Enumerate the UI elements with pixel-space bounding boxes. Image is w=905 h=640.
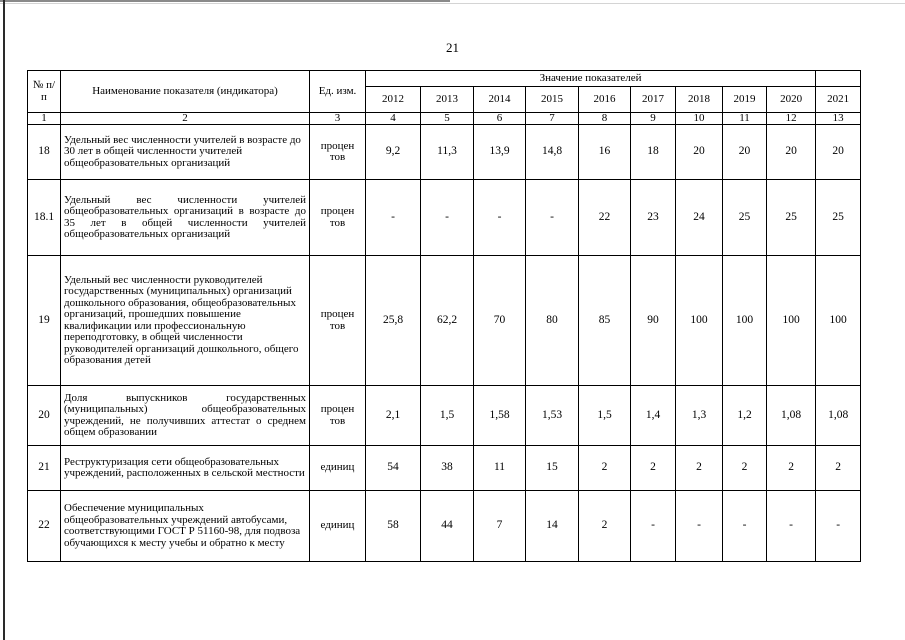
value-cell: 2 — [579, 491, 631, 562]
scan-edge-left — [3, 0, 5, 640]
value-cell: 1,5 — [579, 386, 631, 446]
value-cell: 1,2 — [723, 386, 767, 446]
value-cell: 13,9 — [474, 125, 526, 180]
value-cell: 16 — [579, 125, 631, 180]
value-cell: - — [676, 491, 723, 562]
value-cell: 22 — [579, 180, 631, 256]
value-cell: 15 — [526, 446, 579, 491]
row-number: 19 — [28, 256, 61, 386]
column-index: 6 — [474, 113, 526, 125]
column-index: 8 — [579, 113, 631, 125]
value-cell: - — [421, 180, 474, 256]
value-cell: 1,4 — [631, 386, 676, 446]
year-header: 2021 — [816, 87, 861, 113]
indicator-name: Удельный вес численности руководителей государственных (муниципальных) организаций дошкольного образования, общеобразовательных организаций, прошедших повышение квалификации или профессиональную переподготовку, в общей численности руководителей организаций дошкольного, общего образования детей — [61, 256, 310, 386]
indicator-name: Доля выпускников государственных (муниципальных) общеобразовательных учреждений, не получивших аттестат о среднем общем образовании — [61, 386, 310, 446]
column-index: 13 — [816, 113, 861, 125]
column-index: 7 — [526, 113, 579, 125]
value-cell: 2 — [723, 446, 767, 491]
indicator-name: Обеспечение муниципальных общеобразовательных учреждений автобусами, соответствующими ГОСТ Р 51160-98, для подвоза обучающихся к месту учебы и обратно к месту — [61, 491, 310, 562]
value-cell: 44 — [421, 491, 474, 562]
value-cell: 2 — [816, 446, 861, 491]
table-row — [28, 446, 861, 491]
year-header: 2015 — [526, 87, 579, 113]
row-number: 22 — [28, 491, 61, 562]
row-number: 20 — [28, 386, 61, 446]
column-index: 10 — [676, 113, 723, 125]
page-number: 21 — [446, 40, 459, 55]
value-cell: 54 — [366, 446, 421, 491]
column-index: 1 — [28, 113, 61, 125]
value-cell: - — [526, 180, 579, 256]
row-number: 21 — [28, 446, 61, 491]
value-cell: 1,08 — [767, 386, 816, 446]
column-index: 5 — [421, 113, 474, 125]
column-index-row — [28, 113, 861, 125]
value-cell: 20 — [767, 125, 816, 180]
value-cell: 2 — [579, 446, 631, 491]
header-values-extra — [816, 71, 861, 87]
header-name: Наименование показателя (индикатора) — [61, 71, 310, 113]
table-row — [28, 491, 861, 562]
indicator-name: Реструктуризация сети общеобразовательных учреждений, расположенных в сельской местности — [61, 446, 310, 491]
indicator-name: Удельный вес численности учителей общеобразовательных организаций в возрасте до 35 лет в общей численности учителей общеобразовательных организаций — [61, 180, 310, 256]
value-cell: 18 — [631, 125, 676, 180]
column-index: 12 — [767, 113, 816, 125]
column-index: 11 — [723, 113, 767, 125]
scan-edge-top — [0, 0, 450, 2]
scan-edge-top-faint — [0, 3, 905, 4]
value-cell: 1,3 — [676, 386, 723, 446]
value-cell: 24 — [676, 180, 723, 256]
year-header: 2016 — [579, 87, 631, 113]
value-cell: 25,8 — [366, 256, 421, 386]
value-cell: 100 — [676, 256, 723, 386]
header-unit: Ед. изм. — [310, 71, 366, 113]
value-cell: 38 — [421, 446, 474, 491]
year-header: 2017 — [631, 87, 676, 113]
table-row — [28, 125, 861, 180]
value-cell: 25 — [767, 180, 816, 256]
year-header: 2018 — [676, 87, 723, 113]
value-cell: 20 — [723, 125, 767, 180]
column-index: 9 — [631, 113, 676, 125]
year-header: 2014 — [474, 87, 526, 113]
value-cell: - — [474, 180, 526, 256]
header-row-1 — [28, 71, 861, 87]
value-cell: 100 — [816, 256, 861, 386]
header-no: № п/п — [28, 71, 61, 113]
year-header: 2019 — [723, 87, 767, 113]
value-cell: 70 — [474, 256, 526, 386]
unit: процен тов — [310, 125, 366, 180]
table-row — [28, 386, 861, 446]
value-cell: 80 — [526, 256, 579, 386]
column-index: 2 — [61, 113, 310, 125]
value-cell: 2 — [676, 446, 723, 491]
value-cell: 1,08 — [816, 386, 861, 446]
unit: процен тов — [310, 256, 366, 386]
column-index: 3 — [310, 113, 366, 125]
value-cell: 1,58 — [474, 386, 526, 446]
value-cell: 100 — [767, 256, 816, 386]
value-cell: - — [767, 491, 816, 562]
value-cell: 9,2 — [366, 125, 421, 180]
row-number: 18.1 — [28, 180, 61, 256]
value-cell: 14,8 — [526, 125, 579, 180]
unit: процен тов — [310, 180, 366, 256]
unit: процен тов — [310, 386, 366, 446]
value-cell: 11,3 — [421, 125, 474, 180]
value-cell: 2 — [767, 446, 816, 491]
value-cell: 23 — [631, 180, 676, 256]
value-cell: - — [723, 491, 767, 562]
indicators-table — [27, 70, 861, 562]
row-number: 18 — [28, 125, 61, 180]
value-cell: - — [631, 491, 676, 562]
value-cell: 90 — [631, 256, 676, 386]
value-cell: 100 — [723, 256, 767, 386]
unit: единиц — [310, 446, 366, 491]
value-cell: 2 — [631, 446, 676, 491]
value-cell: 62,2 — [421, 256, 474, 386]
value-cell: - — [366, 180, 421, 256]
value-cell: 85 — [579, 256, 631, 386]
header-values: Значение показателей — [366, 71, 816, 87]
value-cell: 14 — [526, 491, 579, 562]
value-cell: 58 — [366, 491, 421, 562]
value-cell: 25 — [723, 180, 767, 256]
table-row — [28, 256, 861, 386]
unit: единиц — [310, 491, 366, 562]
value-cell: 2,1 — [366, 386, 421, 446]
value-cell: - — [816, 491, 861, 562]
year-header: 2020 — [767, 87, 816, 113]
value-cell: 1,5 — [421, 386, 474, 446]
indicator-name: Удельный вес численности учителей в возрасте до 30 лет в общей численности учителей общеобразовательных организаций — [61, 125, 310, 180]
value-cell: 20 — [676, 125, 723, 180]
year-header: 2012 — [366, 87, 421, 113]
value-cell: 25 — [816, 180, 861, 256]
year-header: 2013 — [421, 87, 474, 113]
table-row — [28, 180, 861, 256]
value-cell: 11 — [474, 446, 526, 491]
column-index: 4 — [366, 113, 421, 125]
value-cell: 20 — [816, 125, 861, 180]
value-cell: 7 — [474, 491, 526, 562]
value-cell: 1,53 — [526, 386, 579, 446]
